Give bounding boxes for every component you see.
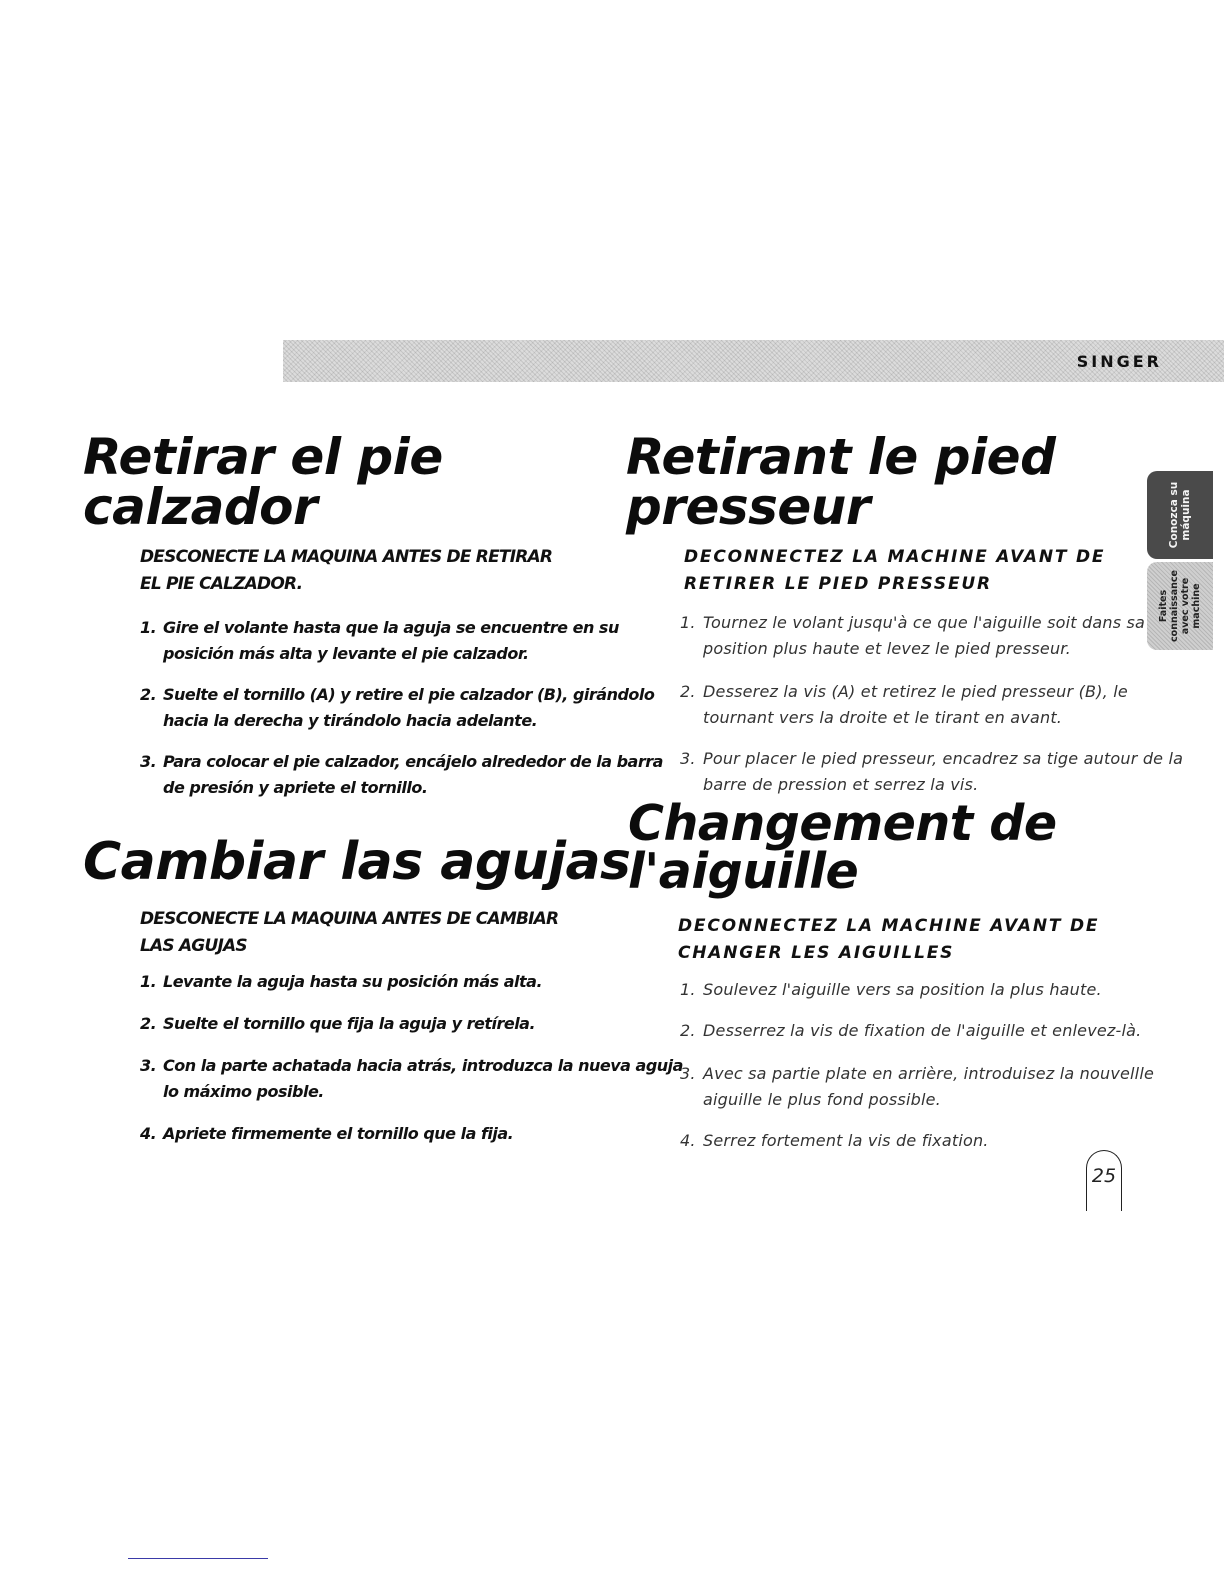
tab-faites-connaissance[interactable] [1147, 562, 1213, 650]
es-title-remove-foot: Retirar el pie calzador [83, 428, 443, 536]
es-title-change-needles: Cambiar las agujas [83, 832, 631, 892]
tab-label: Faites connaissance avec votre machine [1158, 570, 1202, 642]
es-needle-step-3: 3. Con la parte achatada hacia atrás, introduzca la nueva aguja lo máximo posible. [140, 1056, 683, 1101]
es-needle-step-4: 4. Apriete firmemente el tornillo que la fija. [140, 1124, 514, 1143]
fr-step-2: 2. Desserez la vis (A) et retirez le pied presseur (B), le tournant vers la droite et le tirant en avant. [680, 682, 1128, 727]
fr-needle-step-3: 3. Avec sa partie plate en arrière, introduisez la nouvellle aiguille le plus fond possible. [680, 1064, 1155, 1109]
es-step-3: 3. Para colocar el pie calzador, encájelo alrededor de la barra de presión y apriete el tornillo. [140, 752, 663, 797]
fr-needle-step-4: 4. Serrez fortement la vis de fixation. [680, 1131, 989, 1150]
fr-title-change-needle: Changement de l'aiguille [628, 795, 1057, 900]
fr-needle-step-1: 1. Soulevez l'aiguille vers sa position la plus haute. [680, 980, 1102, 999]
header-banner [283, 340, 1224, 382]
es-step-1: 1. Gire el volante hasta que la aguja se encuentre en su posición más alta y levante el pie calzador. [140, 618, 619, 663]
fr-warning-change-needle: DECONNECTEZ LA MACHINE AVANT DE CHANGER LES AIGUILLES [678, 916, 1100, 963]
es-needle-step-2: 2. Suelte el tornillo que fija la aguja y retírela. [140, 1014, 536, 1033]
fr-title-remove-foot: Retirant le pied presseur [626, 428, 1056, 536]
tab-conozca[interactable] [1147, 471, 1213, 559]
page-number: 25 [1086, 1150, 1122, 1211]
tab-label: Conozca su máquina [1168, 481, 1192, 549]
fr-step-3: 3. Pour placer le pied presseur, encadrez sa tige autour de la barre de pression et serrez la vis. [680, 749, 1184, 794]
fr-step-1: 1. Tournez le volant jusqu'à ce que l'aiguille soit dans sa position plus haute et levez le pied presseur. [680, 613, 1146, 658]
fr-needle-step-2: 2. Desserrez la vis de fixation de l'aiguille et enlevez-là. [680, 1021, 1142, 1040]
es-warning-change-needles: DESCONECTE LA MAQUINA ANTES DE CAMBIAR LAS AGUJAS [140, 909, 559, 956]
es-needle-step-1: 1. Levante la aguja hasta su posición más alta. [140, 972, 543, 991]
fr-warning-remove-foot: DECONNECTEZ LA MACHINE AVANT DE RETIRER LE PIED PRESSEUR [684, 547, 1106, 594]
footer-rule [128, 1558, 268, 1559]
es-warning-remove-foot: DESCONECTE LA MAQUINA ANTES DE RETIRAR EL PIE CALZADOR. [140, 547, 553, 594]
brand-name: SINGER [1076, 352, 1162, 371]
es-step-2: 2. Suelte el tornillo (A) y retire el pie calzador (B), girándolo hacia la derecha y tirándolo hacia adelante. [140, 685, 655, 730]
